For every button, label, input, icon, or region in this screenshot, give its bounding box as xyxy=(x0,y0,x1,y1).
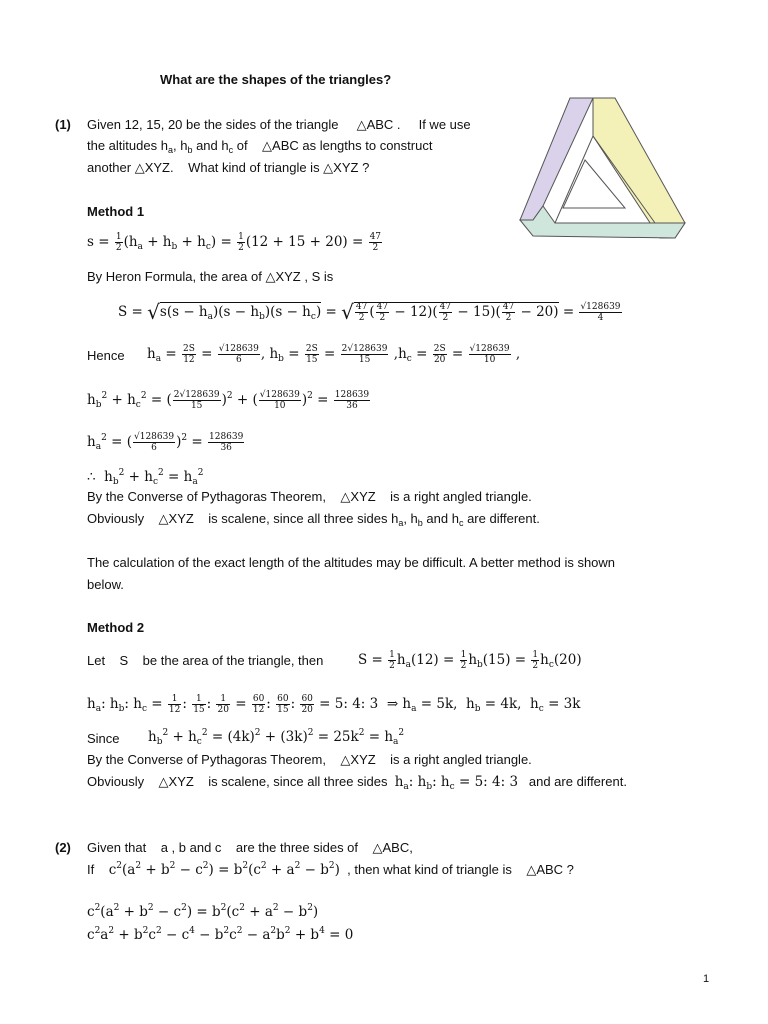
formula-semiperimeter: s = $\frac{1}{2}$ $(h_a + h_b + h_c)$ = $\frac{1}{2}$ (12 + 15 + 20) = $\frac{47}{2}$ xyxy=(87,232,382,253)
question-1-number: (1) xyxy=(55,117,71,132)
formula-ha-squared: $h_a^2$ = ( $\frac{√128639}{6}$ )$^2$ = $\frac{128639}{36}$ xyxy=(87,432,244,453)
page-title: What are the shapes of the triangles? xyxy=(160,72,392,87)
formula-conclusion: ∴ $h_b^2 + h_c^2 = h_a^2$ xyxy=(87,468,204,487)
question-2-number: (2) xyxy=(55,840,71,855)
formula-hb-hc-squared: $h_b^2 + h_c^2$ = ( $\frac{2√128639}{15}$ )$^2$ + ( $\frac{√128639}{10}$ )$^2$ = $\frac{128639}{36}$ xyxy=(87,390,370,411)
method-1-heading: Method 1 xyxy=(87,204,145,219)
question-1-line-2: the altitudes $h_a$, $h_b$ and $h_c$ of △ABC as lengths to construct xyxy=(87,138,433,155)
method-2-let: Let S be the area of the triangle, then xyxy=(87,653,324,668)
page-number: 1 xyxy=(703,973,710,985)
question-2-line-2: If $c^2(a^2 + b^2 - c^2) = b^2(c^2 + a^2 - b^2)$ , then what kind of triangle is △ABC ? xyxy=(87,861,574,878)
penrose-yellow-face xyxy=(593,98,685,238)
formula-since: $h_b^2 + h_c^2 = (4k)^2 + (3k)^2 = 25k^2 = h_a^2$ xyxy=(148,728,405,747)
question-1-line-3: another △XYZ. What kind of triangle is △XYZ ? xyxy=(87,160,370,175)
method-2-heading: Method 2 xyxy=(87,620,145,635)
heron-formula-text: By Heron Formula, the area of △XYZ , S is xyxy=(87,269,334,284)
formula-q2-line-1: $c^2(a^2 + b^2 - c^2) = b^2(c^2 + a^2 - b^2)$ xyxy=(87,903,319,920)
question-2-line-1: Given that a , b and c are the three sides of △ABC, xyxy=(87,840,413,855)
since-label: Since xyxy=(87,731,120,746)
method-1-converse: By the Converse of Pythagoras Theorem, △XYZ is a right angled triangle. xyxy=(87,489,532,504)
calculation-note-line-1: The calculation of the exact length of the altitudes may be difficult. A better method is shown xyxy=(87,555,616,570)
question-1-line-1: Given 12, 15, 20 be the sides of the triangle △ABC . If we use xyxy=(87,117,471,132)
formula-heron-area: $S = √s(s - h_a)(s - h_b)(s - h_c)$ = √ $\frac{47}{2}$ ( $\frac{47}{2}$ − 12)( $\frac{47}{2}$ − 15)( $\frac{47}{2}$ − 20) = $\frac{√128639}{4}$ xyxy=(118,300,621,324)
formula-area-altitudes: S = $\frac{1}{2}$ $h_a(12)$ = $\frac{1}{2}$ $h_b(15)$ = $\frac{1}{2}$ $h_c(20)$ xyxy=(358,650,582,671)
formula-altitude-ratio: $h_a$: $h_b$: $h_c$ = $\frac{1}{12}$ : $\frac{1}{15}$ : $\frac{1}{20}$ = $\frac{60}{12}$ : $\frac{60}{15}$ : $\frac{60}{20}$ = 5: 4: 3 ⇒ $h_a = 5k$, $h_b = 4k$, $h_c = 3k$ xyxy=(87,694,581,715)
method-2-obviously: Obviously △XYZ is scalene, since all three sides $h_a$: $h_b$: $h_c = 5$: 4: 3 and are different. xyxy=(87,774,627,792)
calculation-note-line-2: below. xyxy=(87,577,124,592)
method-2-converse: By the Converse of Pythagoras Theorem, △XYZ is a right angled triangle. xyxy=(87,752,532,767)
hence-label: Hence xyxy=(87,348,125,363)
formula-q2-line-2: $c^2a^2 + b^2c^2 - c^4 - b^2c^2 - a^2b^2 + b^4 = 0$ xyxy=(87,926,354,943)
penrose-triangle-illustration xyxy=(515,88,697,240)
method-1-obviously: Obviously △XYZ is scalene, since all three sides $h_a$, $h_b$ and $h_c$ are different. xyxy=(87,511,540,528)
formula-altitudes: $h_a$ = $\frac{2S}{12}$ = $\frac{√128639}{6}$ , $h_b$ = $\frac{2S}{15}$ = $\frac{2√128639}{15}$ $,h_c$ = $\frac{2S}{20}$ = $\frac{√128639}{10}$ , xyxy=(147,344,521,365)
